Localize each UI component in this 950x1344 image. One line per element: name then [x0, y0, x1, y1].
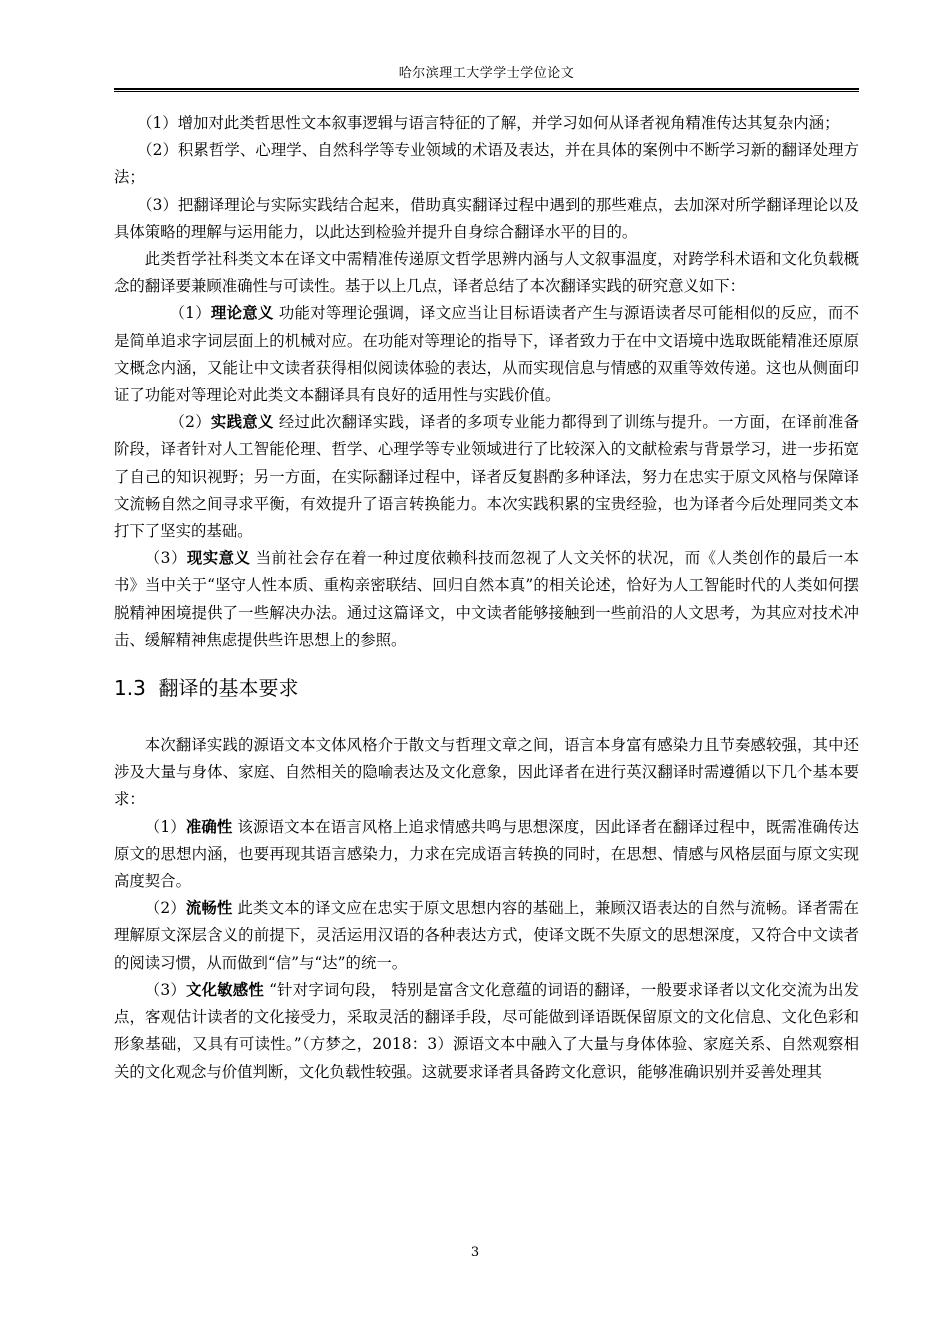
- objective-2: （2）积累哲学、心理学、自然科学等专业领域的术语及表达，并在具体的案例中不断学习新的翻译处理方法；: [114, 141, 859, 187]
- header-rule: [114, 88, 859, 92]
- requirement-accuracy: [114, 814, 859, 896]
- item-number: （3）: [144, 549, 187, 568]
- page-body: [114, 110, 859, 1086]
- item-text: 经过此次翻译实践，译者的多项专业能力都得到了训练与提升。一方面，在译前准备阶段，译者针对人工智能伦理、哲学、心理学等专业领域进行了比较深入的文献检索与背景学习，进一步拓宽了自己的知识视野；另一方面，在实际翻译过程中，译者反复斟酌多种译法，努力在忠实于原文风格与保障译文流畅自然之间寻求平衡，有效提升了语言转换能力。本次实践积累的宝贵经验，也为译者今后处理同类文本打下了坚实的基础。: [114, 413, 859, 541]
- item-title: 理论意义: [210, 304, 274, 323]
- requirement-cultural-sensitivity: [114, 977, 859, 1086]
- item-text: “针对字词句段， 特别是富含文化意蕴的词语的翻译，一般要求译者以文化交流为出发点，客观估计读者的文化接受力，采取灵活的翻译手段，尽可能做到译语既保留原文的文化信息、文化色彩和形象基础，又具有可读性。”（方梦之，2018：3）源语文本中融入了大量与身体体验、家庭关系、自然观察相关的文化观念与价值判断，文化负载性较强。这就要求译者具备跨文化意识，能够准确识别并妥善处理其: [114, 980, 859, 1081]
- item-title: 现实意义: [186, 549, 251, 568]
- item-text: 功能对等理论强调，译文应当让目标语读者产生与源语读者尽可能相似的反应，而不是简单追求字词层面上的机械对应。在功能对等理论的指导下，译者致力于在中文语境中选取既能精准还原原文概念内涵，又能让中文读者获得相似阅读体验的表达，从而实现信息与情感的双重等效传递。这也从侧面印证了功能对等理论对此类文本翻译具有良好的适用性与实践价值。: [114, 304, 859, 405]
- item-number: （2）: [144, 899, 186, 918]
- item-text: 该源语文本在语言风格上追求情感共鸣与思想深度，因此译者在翻译过程中，既需准确传达原文的思想内涵，也要再现其语言感染力，力求在完成语言转换的同时，在思想、情感与风格层面与原文实现高度契合。: [114, 817, 859, 891]
- significance-practice: [114, 409, 859, 545]
- item-title: 实践意义: [210, 413, 274, 432]
- section-number: 1.3: [114, 676, 146, 701]
- objective-1: （1）增加对此类哲思性文本叙事逻辑与语言特征的了解，并学习如何从译者视角精准传达其复杂内涵；: [137, 114, 840, 132]
- item-title: 文化敏感性: [185, 980, 264, 999]
- item-title: 准确性: [185, 817, 233, 836]
- running-header: 哈尔滨理工大学学士学位论文: [398, 66, 575, 81]
- requirement-fluency: [114, 895, 859, 977]
- item-number: （1）: [169, 304, 211, 323]
- item-text: 此类文本的译文应在忠实于原文思想内容的基础上，兼顾汉语表达的自然与流畅。译者需在理解原文深层含义的前提下，灵活运用汉语的各种表达方式，使译文既不失原文的思想深度，又符合中文读者的阅读习惯，从而做到“信”与“达”的统一。: [114, 899, 859, 972]
- item-title: 流畅性: [185, 899, 233, 918]
- significance-theory: [114, 300, 859, 409]
- page-number: 3: [470, 1245, 480, 1260]
- objective-3: （3）把翻译理论与实际实践结合起来，借助真实翻译过程中遇到的那些难点，去加深对所学翻译理论以及具体策略的理解与运用能力，以此达到检验并提升自身综合翻译水平的目的。: [114, 195, 859, 241]
- section-title: 翻译的基本要求: [158, 676, 299, 701]
- item-number: （3）: [144, 980, 186, 999]
- summary-paragraph: 此类哲学社科类文本在译文中需精准传递原文哲学思辨内涵与人文叙事温度，对跨学科术语和文化负载概念的翻译要兼顾准确性与可读性。基于以上几点，译者总结了本次翻译实践的研究意义如下：: [114, 250, 859, 296]
- significance-reality: [114, 545, 859, 654]
- item-text: 当前社会存在着一种过度依赖科技而忽视了人文关怀的状况，而《人类创作的最后一本书》当中关于“坚守人性本质、重构亲密联结、回归自然本真”的相关论述，恰好为人工智能时代的人类如何摆脱精神困境提供了一些解决办法。通过这篇译文，中文读者能够接触到一些前沿的人文思考，为其应对技术冲击、缓解精神焦虑提供些许思想上的参照。: [114, 549, 859, 649]
- item-number: （1）: [144, 817, 186, 836]
- requirements-intro: 本次翻译实践的源语文本文体风格介于散文与哲理文章之间，语言本身富有感染力且节奏感较强，其中还涉及大量与身体、家庭、自然相关的隐喻表达及文化意象，因此译者在进行英汉翻译时需遵循以下几个基本要求：: [114, 736, 859, 809]
- section-heading: [114, 674, 859, 702]
- item-number: （2）: [169, 413, 211, 432]
